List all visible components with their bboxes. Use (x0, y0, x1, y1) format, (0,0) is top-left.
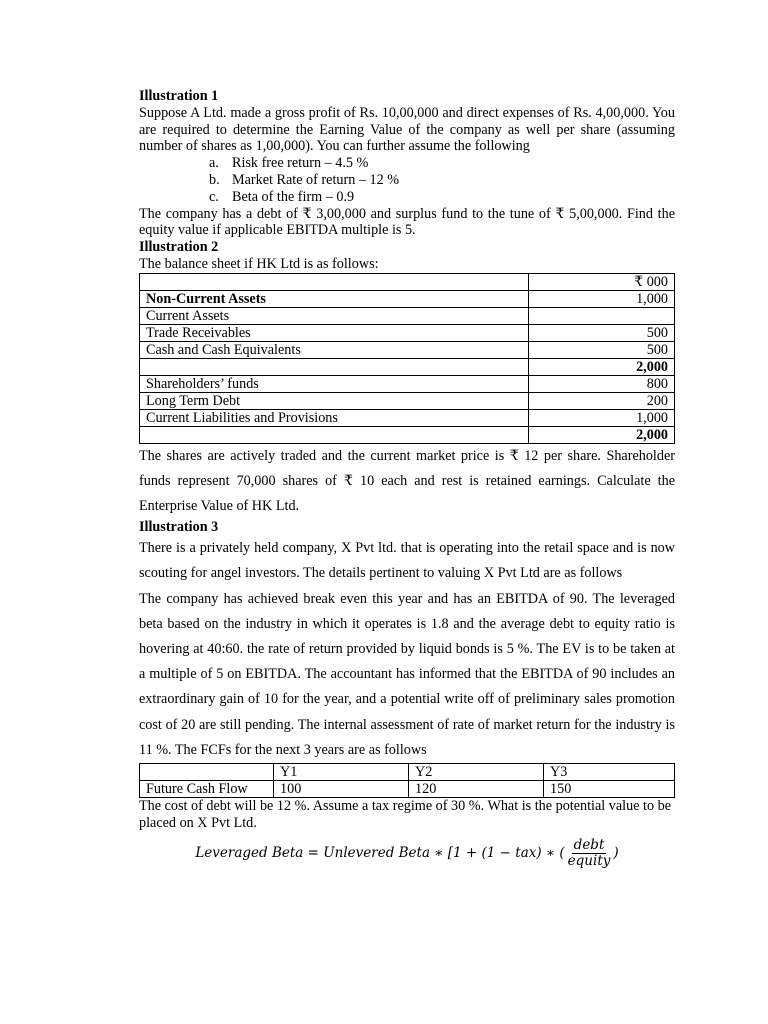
table-cell: 150 (544, 781, 675, 798)
table-row (140, 324, 675, 341)
table-row (140, 290, 675, 307)
balance-sheet-label: Long Term Debt (140, 392, 529, 409)
illustration-3-heading: Illustration 3 (139, 519, 219, 536)
balance-sheet-value: 200 (529, 392, 675, 409)
balance-sheet-value: 500 (529, 341, 675, 358)
table-cell: 100 (274, 781, 409, 798)
illustration-3-para-3: The cost of debt will be 12 %. Assume a tax regime of 30 %. What is the potential value to be placed on X Pvt Ltd. (139, 798, 672, 831)
balance-sheet-label (140, 426, 529, 443)
illustration-3-para-1: There is a privately held company, X Pvt ltd. that is operating into the retail space and is now scouting for angel investors. The details pertinent to valuing X Pvt Ltd are as follows (139, 540, 675, 582)
illustration-1-intro: Suppose A Ltd. made a gross profit of Rs. 10,00,000 and direct expenses of Rs. 4,00,000. You are required to determine the Earning Value of the company as well per share (assuming number of shares as 1,00,000). You can further assume the following (139, 104, 675, 155)
table-row (140, 307, 675, 324)
illustration-2-intro: The balance sheet if HK Ltd is as follows: (139, 255, 379, 272)
table-row (140, 781, 675, 798)
table-row (140, 409, 675, 426)
formula-lhs: Leveraged Beta (195, 845, 304, 862)
formula-numerator: debt (573, 836, 605, 853)
table-cell: Y1 (274, 764, 409, 781)
balance-sheet-label: Current Assets (140, 307, 529, 324)
illustration-2-closing: The shares are actively traded and the current market price is ₹ 12 per share. Shareholder funds represent 70,000 shares of ₹ 10 each and rest is retained earnings. Calculate the Enterprise Value of HK Ltd. (139, 447, 675, 515)
balance-sheet-label (140, 273, 529, 290)
illustration-3-para-2: The company has achieved break even this year and has an EBITDA of 90. The leveraged beta based on the industry in which it operates is 1.8 and the average debt to equity ratio is hovering at 40:60. the rate of return provided by liquid bonds is 5 %. The EV is to be taken at a multiple of 5 on EBITDA. The accountant has informed that the EBITDA of 90 includes an extraordinary gain of 10 for the year, and a potential write off of preliminary sales promotion cost of 20 are still pending. The internal assessment of rate of market return for the industry is 11 %. The FCFs for the next 3 years are as follows (139, 590, 675, 758)
illustration-1-closing: The company has a debt of ₹ 3,00,000 and surplus fund to the tune of ₹ 5,00,000. Find the equity value if applicable EBITDA multiple is 5. (139, 205, 675, 239)
balance-sheet-value: 800 (529, 375, 675, 392)
list-item: b. Market Rate of return – 12 % (209, 171, 400, 188)
balance-sheet-value: 2,000 (529, 358, 675, 375)
illustration-1-heading: Illustration 1 (139, 88, 219, 104)
balance-sheet-value: 500 (529, 324, 675, 341)
balance-sheet-label: Trade Receivables (140, 324, 529, 341)
balance-sheet-value: 1,000 (529, 290, 675, 307)
table-row (140, 358, 675, 375)
formula-rhs-start: Unlevered Beta ∗ [1 + (1 − tax) ∗ ( (323, 845, 565, 862)
table-row (140, 392, 675, 409)
assumption-list (139, 155, 675, 205)
table-row (140, 341, 675, 358)
formula-fraction (566, 838, 613, 869)
formula-equals: = (303, 845, 324, 862)
list-item: c. Beta of the firm – 0.9 (209, 188, 355, 205)
formula-rhs-end: ) (613, 845, 619, 862)
balance-sheet-label: Current Liabilities and Provisions (140, 409, 529, 426)
balance-sheet-value: 2,000 (529, 426, 675, 443)
cash-flow-table (139, 763, 675, 798)
balance-sheet-table (139, 273, 675, 444)
table-cell: Y2 (409, 764, 544, 781)
table-row (140, 375, 675, 392)
table-row (140, 426, 675, 443)
balance-sheet-value (529, 307, 675, 324)
formula-denominator: equity (567, 852, 611, 869)
table-cell (140, 764, 274, 781)
list-item: a. Risk free return – 4.5 % (209, 155, 369, 172)
leveraged-beta-formula (139, 838, 675, 869)
balance-sheet-value: 1,000 (529, 409, 675, 426)
balance-sheet-value: ₹ 000 (529, 273, 675, 290)
table-cell: 120 (409, 781, 544, 798)
illustration-2-heading: Illustration 2 (139, 239, 219, 256)
balance-sheet-label (140, 358, 529, 375)
balance-sheet-label: Cash and Cash Equivalents (140, 341, 529, 358)
table-row (140, 273, 675, 290)
balance-sheet-label: Non-Current Assets (140, 290, 529, 307)
table-row (140, 764, 675, 781)
balance-sheet-label: Shareholders’ funds (140, 375, 529, 392)
document-body (139, 88, 675, 869)
table-cell: Future Cash Flow (140, 781, 274, 798)
table-cell: Y3 (544, 764, 675, 781)
